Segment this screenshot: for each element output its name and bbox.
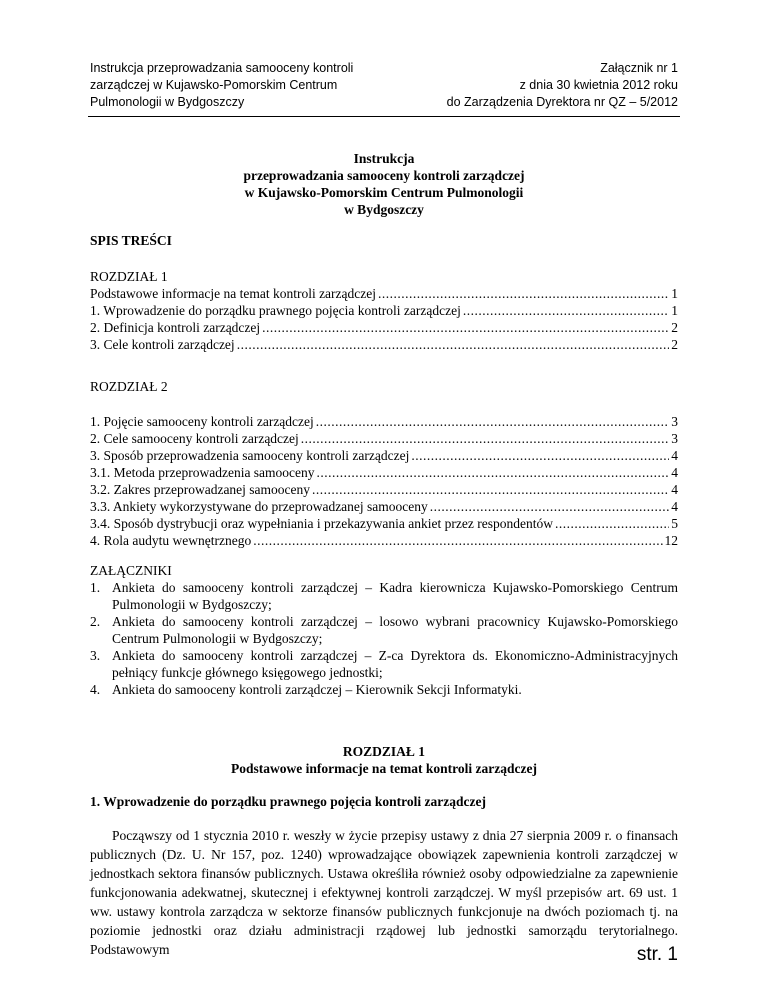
toc-heading: SPIS TREŚCI bbox=[90, 233, 172, 248]
toc-entry-page: 4 bbox=[671, 482, 678, 497]
toc-chapter1-label: ROZDZIAŁ 1 bbox=[90, 269, 168, 284]
body-paragraph: Począwszy od 1 stycznia 2010 r. weszły w życie przepisy ustawy z dnia 27 sierpnia 2009 r. o finansach publicznych (Dz. U. Nr 157, poz. 1240) wprowadzające obowiązek zapewnienia kontroli zarządczej w jednostkach sektora finansów publicznych. Ustawa określiła również osoby odpowiedzialne za zapewnienie funkcjonowania adekwatnej, skutecznej i efektywnej kontroli zarządczej. W myśl przepisów art. 69 ust. 1 ww. ustawy kontrola zarządcza w sektorze finansów publicznych funkcjonuje na dwóch poziomach tj. na poziomie jednostki oraz działu administracji rządowej lub jednostki samorządu terytorialnego. Podstawowym bbox=[90, 828, 678, 957]
toc-leader bbox=[262, 319, 669, 336]
header-divider bbox=[88, 116, 680, 117]
toc-entry[interactable] bbox=[90, 532, 678, 549]
toc-entry-text: 3.3. Ankiety wykorzystywane do przeprowadzanej samooceny bbox=[90, 499, 428, 514]
toc-entry-page: 5 bbox=[671, 516, 678, 531]
title-line: przeprowadzania samooceny kontroli zarządczej bbox=[243, 168, 525, 183]
toc-entry-text: 3. Sposób przeprowadzenia samooceny kontroli zarządczej bbox=[90, 448, 410, 463]
toc-chapter2-label: ROZDZIAŁ 2 bbox=[90, 379, 168, 394]
toc-leader bbox=[430, 498, 669, 515]
attachment-text: Ankieta do samooceny kontroli zarządczej – losowo wybrani pracownicy Kujawsko-Pomorskiego Centrum Pulmonologii w Bydgoszczy; bbox=[112, 614, 678, 646]
toc-entry-text: 3.1. Metoda przeprowadzenia samooceny bbox=[90, 465, 315, 480]
toc-leader bbox=[555, 515, 669, 532]
toc-entry-page: 3 bbox=[671, 414, 678, 429]
toc-entry[interactable] bbox=[90, 464, 678, 481]
section-title-line: Podstawowe informacje na temat kontroli zarządczej bbox=[230, 761, 538, 776]
toc-entry-text: Podstawowe informacje na temat kontroli zarządczej bbox=[90, 286, 377, 301]
document-title bbox=[90, 150, 678, 218]
toc-entry-page: 12 bbox=[664, 533, 678, 548]
attachment-text: Ankieta do samooceny kontroli zarządczej – Kierownik Sekcji Informatyki. bbox=[112, 682, 522, 697]
attachment-item bbox=[90, 613, 678, 647]
attachment-item bbox=[90, 579, 678, 613]
toc-entry[interactable] bbox=[90, 302, 678, 319]
toc-leader bbox=[411, 447, 669, 464]
title-line: w Kujawsko-Pomorskim Centrum Pulmonologii bbox=[244, 185, 524, 200]
toc-leader bbox=[463, 302, 669, 319]
attachment-text: Ankieta do samooceny kontroli zarządczej – Z-ca Dyrektora ds. Ekonomiczno-Administracyjnych pełniący funkcje głównego księgowego jednostki; bbox=[112, 648, 678, 680]
toc-entry[interactable] bbox=[90, 430, 678, 447]
title-line: Instrukcja bbox=[353, 151, 415, 166]
header-left-line: Pulmonologii w Bydgoszczy bbox=[90, 95, 245, 109]
toc-attachments-label: ZAŁĄCZNIKI bbox=[90, 563, 172, 578]
toc-entry-page: 4 bbox=[671, 448, 678, 463]
page-number: str. 1 bbox=[636, 944, 678, 965]
attachment-number: 3. bbox=[90, 648, 101, 663]
attachment-item bbox=[90, 681, 678, 698]
toc-entry-text: 1. Wprowadzenie do porządku prawnego pojęcia kontroli zarządczej bbox=[90, 303, 461, 318]
toc-entry-text: 4. Rola audytu wewnętrznego bbox=[90, 533, 252, 548]
toc-entry-text: 3.4. Sposób dystrybucji oraz wypełniania i przekazywania ankiet przez respondentów bbox=[90, 516, 553, 531]
section-subheading: 1. Wprowadzenie do porządku prawnego pojęcia kontroli zarządczej bbox=[90, 794, 486, 809]
toc-leader bbox=[301, 430, 669, 447]
toc-entry-text: 3. Cele kontroli zarządczej bbox=[90, 337, 235, 352]
header-right bbox=[447, 60, 678, 111]
toc-entry[interactable] bbox=[90, 413, 678, 430]
header-left bbox=[90, 60, 353, 111]
attachment-text: Ankieta do samooceny kontroli zarządczej – Kadra kierownicza Kujawsko-Pomorskiego Centrum Pulmonologii w Bydgoszczy; bbox=[112, 580, 678, 612]
toc-entry-page: 1 bbox=[671, 303, 678, 318]
header-right-line: Załącznik nr 1 bbox=[600, 61, 678, 75]
attachment-number: 2. bbox=[90, 614, 101, 629]
toc-leader bbox=[378, 285, 669, 302]
header-left-line: Instrukcja przeprowadzania samooceny kontroli bbox=[90, 61, 354, 75]
section-title-line: ROZDZIAŁ 1 bbox=[342, 744, 426, 759]
attachments-list bbox=[90, 579, 678, 698]
toc-entry-page: 4 bbox=[671, 465, 678, 480]
toc-entry-page: 2 bbox=[671, 337, 678, 352]
toc-entry-page: 3 bbox=[671, 431, 678, 446]
attachment-number: 1. bbox=[90, 580, 101, 595]
toc-entry-page: 1 bbox=[671, 286, 678, 301]
toc-entry[interactable] bbox=[90, 285, 678, 302]
toc-entry-text: 3.2. Zakres przeprowadzanej samooceny bbox=[90, 482, 311, 497]
toc-leader bbox=[312, 481, 669, 498]
toc-chapter2-list bbox=[90, 413, 678, 549]
toc-leader bbox=[316, 413, 669, 430]
attachment-number: 4. bbox=[90, 682, 101, 697]
toc-leader bbox=[317, 464, 670, 481]
attachment-item bbox=[90, 647, 678, 681]
header-left-line: zarządczej w Kujawsko-Pomorskim Centrum bbox=[90, 78, 338, 92]
toc-entry-text: 1. Pojęcie samooceny kontroli zarządczej bbox=[90, 414, 314, 429]
toc-entry[interactable] bbox=[90, 336, 678, 353]
toc-entry[interactable] bbox=[90, 481, 678, 498]
toc-entry[interactable] bbox=[90, 515, 678, 532]
header-right-line: do Zarządzenia Dyrektora nr QZ – 5/2012 bbox=[446, 95, 678, 109]
toc-entry-page: 2 bbox=[671, 320, 678, 335]
toc-entry-page: 4 bbox=[671, 499, 678, 514]
toc-entry[interactable] bbox=[90, 319, 678, 336]
header-right-line: z dnia 30 kwietnia 2012 roku bbox=[519, 78, 678, 92]
toc-entry-text: 2. Definicja kontroli zarządczej bbox=[90, 320, 261, 335]
page-header bbox=[90, 60, 678, 112]
toc-entry-text: 2. Cele samooceny kontroli zarządczej bbox=[90, 431, 299, 446]
toc-chapter1-list bbox=[90, 285, 678, 353]
title-line: w Bydgoszczy bbox=[344, 202, 424, 217]
toc-leader bbox=[253, 532, 662, 549]
toc-entry[interactable] bbox=[90, 498, 678, 515]
section-title bbox=[90, 743, 678, 777]
toc-leader bbox=[237, 336, 670, 353]
toc-entry[interactable] bbox=[90, 447, 678, 464]
